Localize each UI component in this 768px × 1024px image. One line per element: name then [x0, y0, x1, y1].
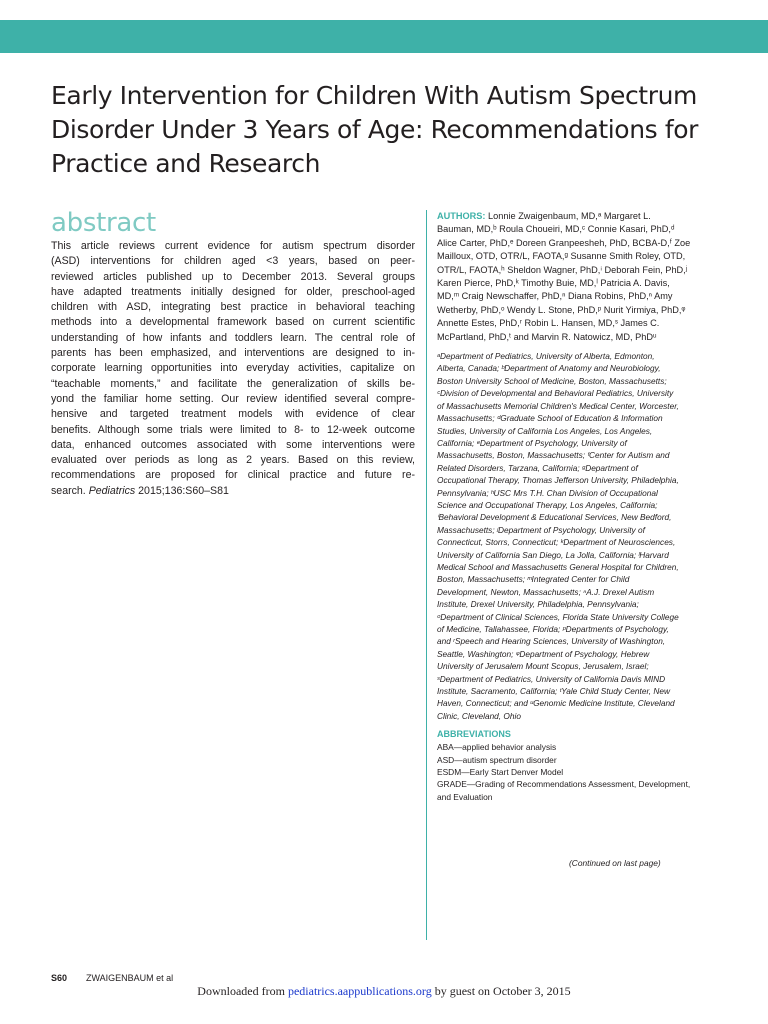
affiliation-line: of Massachusetts Memorial Children's Medical Center, Worcester,: [437, 400, 679, 411]
abstract-line: children with ASD, integrating best practice in behavioral teaching: [51, 301, 415, 314]
affiliation-line: and ʳSpeech and Hearing Sciences, University of Washington,: [437, 636, 666, 647]
download-prefix: Downloaded from: [197, 984, 288, 998]
affiliation-line: Science and Occupational Therapy, Los Angeles, California;: [437, 499, 658, 510]
affiliation-line: of Medicine, Tallahassee, Florida; ᵖDepartments of Psychology,: [437, 624, 669, 634]
article-title: [51, 79, 731, 181]
abstract-line: data, enhanced outcomes associated with some interventions were: [51, 438, 415, 451]
author-line: Mailloux, OTD, OTR/L, FAOTA,ᵍ Susanne Smith Roley, OTD,: [437, 251, 686, 262]
affiliation-line: ᶜDivision of Developmental and Behavioral Pediatrics, University: [437, 388, 674, 399]
affiliation-line: Boston University School of Medicine, Boston, Massachusetts;: [437, 375, 667, 386]
running-author: ZWAIGENBAUM et al: [86, 973, 174, 983]
affiliation-line: California; ᵉDepartment of Psychology, University of: [437, 437, 627, 448]
affiliation-line: Haven, Connecticut; and ᵘGenomic Medicine Institute, Cleveland: [437, 698, 675, 709]
abstract-body: [51, 239, 415, 499]
abstract-line: reviewed articles published up to December 2013. Several groups: [51, 270, 415, 283]
affiliation-line: Alberta, Canada; ᵇDepartment of Anatomy and Neurobiology,: [437, 363, 661, 374]
authors-block: [437, 210, 705, 344]
abbreviation-item: and Evaluation: [437, 791, 493, 802]
affiliation-line: Occupational Therapy, Thomas Jefferson University, Philadelphia,: [437, 475, 679, 486]
author-info-column: [437, 210, 705, 803]
author-line: Alice Carter, PhD,ᵉ Doreen Granpeesheh, PhD, BCBA-D,ᶠ Zoe: [437, 237, 691, 248]
journal-name: Pediatrics: [88, 484, 136, 497]
continued-note: (Continued on last page): [569, 858, 661, 868]
author-line: Bauman, MD,ᵇ Roula Choueiri, MD,ᶜ Connie Kasari, PhD,ᵈ: [437, 224, 675, 235]
citation-detail: 2015;136:S60–S81: [135, 484, 229, 497]
title-line: Early Intervention for Children With Autism Spectrum: [51, 81, 697, 110]
title-line: Practice and Research: [51, 149, 321, 178]
affiliation-line: Connecticut, Storrs, Connecticut; ᵏDepartment of Neurosciences,: [437, 537, 676, 548]
abstract-line: search.: [51, 484, 86, 497]
abstract-line: parents has been emphasized, and interventions are designed to in-: [51, 347, 415, 360]
affiliation-line: Clinic, Cleveland, Ohio: [437, 710, 521, 721]
affiliation-line: University of Jerusalem Mount Scopus, Jerusalem, Israel;: [437, 661, 649, 672]
author-line: Karen Pierce, PhD,ᵏ Timothy Buie, MD,ˡ Patricia A. Davis,: [437, 278, 670, 289]
affiliation-line: Institute, Drexel University, Philadelphia, Pennsylvania;: [437, 599, 639, 610]
affiliation-line: ᵃDepartment of Pediatrics, University of Alberta, Edmonton,: [437, 351, 655, 362]
download-link[interactable]: pediatrics.aappublications.org: [287, 984, 432, 998]
abstract-line: “teachable moments,” and facilitate the generalization of skills be-: [51, 377, 415, 390]
affiliations-block: [437, 350, 705, 722]
affiliation-line: Medical School and Massachusetts General Hospital for Children,: [437, 561, 679, 572]
affiliation-line: Massachusetts; ʲDepartment of Psychology, University of: [437, 524, 645, 535]
affiliation-line: Institute, Sacramento, California; ᵗYale Child Study Center, New: [437, 686, 670, 697]
download-notice: [0, 984, 768, 999]
abstract-line: (ASD) interventions for children aged <3 years, based on peer-: [51, 255, 415, 268]
abstract-line: corporate learning opportunities into everyday activities, capitalize on: [51, 362, 415, 375]
abstract-line: benefits. Although some trials were limited to 8- to 12-week outcome: [51, 423, 415, 436]
abstract-line: understanding of how infants and toddlers learn. The central role of: [51, 331, 415, 344]
abstract-line: recommendations are proposed for clinical practice and future re-: [51, 469, 415, 482]
authors-label: AUTHORS:: [437, 211, 486, 221]
page-number: S60: [51, 973, 68, 983]
author-line: Wetherby, PhD,ᵒ Wendy L. Stone, PhD,ᵖ Nurit Yirmiya, PhD,ᵠ: [437, 304, 686, 315]
author-text: Lonnie Zwaigenbaum, MD,ᵃ Margaret L.: [485, 211, 651, 221]
abbreviation-item: ASD—autism spectrum disorder: [437, 754, 557, 765]
abstract-heading: abstract: [51, 208, 156, 238]
affiliation-line: Studies, University of California Los Angeles, Los Angeles,: [437, 425, 653, 436]
abstract-line: yond the familiar home setting. Our review identified several compre-: [51, 392, 415, 405]
author-line: MD,ᵐ Craig Newschaffer, PhD,ⁿ Diana Robins, PhD,ⁿ Amy: [437, 291, 673, 302]
abstract-line: have adapted treatments initially designed for older, preschool-aged: [51, 285, 415, 298]
abstract-last-line: [51, 484, 415, 499]
abstract-line: evaluated over periods as long as 2 years. Based on this review,: [51, 454, 415, 467]
abbreviations-list: [437, 741, 705, 803]
affiliation-line: ᵒDepartment of Clinical Sciences, Florida State University College: [437, 611, 679, 622]
abstract-line: methods into a developmental framework based on current scientific: [51, 316, 415, 329]
affiliation-line: Massachusetts, Boston, Massachusetts; ᶠCenter for Autism and: [437, 450, 670, 461]
abstract-line: This article reviews current evidence for autism spectrum disorder: [51, 240, 415, 252]
affiliation-line: ˢDepartment of Pediatrics, University of California Davis MIND: [437, 673, 666, 684]
author-line: McPartland, PhD,ᵗ and Marvin R. Natowicz, MD, PhDᵘ: [437, 331, 657, 342]
abbreviation-item: GRADE—Grading of Recommendations Assessment, Development,: [437, 779, 691, 790]
column-divider: [426, 210, 427, 940]
affiliation-line: Boston, Massachusetts; ᵐIntegrated Center for Child: [437, 574, 630, 585]
title-line: Disorder Under 3 Years of Age: Recommendations for: [51, 115, 698, 144]
author-line: Annette Estes, PhD,ʳ Robin L. Hansen, MD,ˢ James C.: [437, 318, 660, 329]
affiliation-line: Related Disorders, Tarzana, California; ᵍDepartment of: [437, 462, 638, 473]
affiliation-line: Seattle, Washington; ᵠDepartment of Psychology, Hebrew: [437, 648, 650, 659]
download-suffix: by guest on October 3, 2015: [431, 984, 571, 998]
affiliation-line: ⁱBehavioral Development & Educational Services, New Bedford,: [437, 512, 672, 523]
abbreviations-heading: ABBREVIATIONS: [437, 729, 511, 740]
abbreviation-item: ESDM—Early Start Denver Model: [437, 767, 564, 778]
abstract-line: hensive and targeted treatment models with evidence of clear: [51, 408, 415, 421]
affiliation-line: Pennsylvania; ʰUSC Mrs T.H. Chan Division of Occupational: [437, 487, 658, 498]
abbreviation-item: ABA—applied behavior analysis: [437, 742, 557, 753]
author-line: OTR/L, FAOTA,ʰ Sheldon Wagner, PhD,ⁱ Deborah Fein, PhD,ʲ: [437, 264, 688, 275]
header-accent-bar: [0, 20, 768, 53]
affiliation-line: Development, Newton, Massachusetts; ⁿA.J. Drexel Autism: [437, 586, 655, 597]
affiliation-line: University of California San Diego, La Jolla, California; ˡHarvard: [437, 549, 669, 560]
author-line: [437, 210, 705, 223]
affiliation-line: Massachusetts; ᵈGraduate School of Education & Information: [437, 413, 663, 424]
